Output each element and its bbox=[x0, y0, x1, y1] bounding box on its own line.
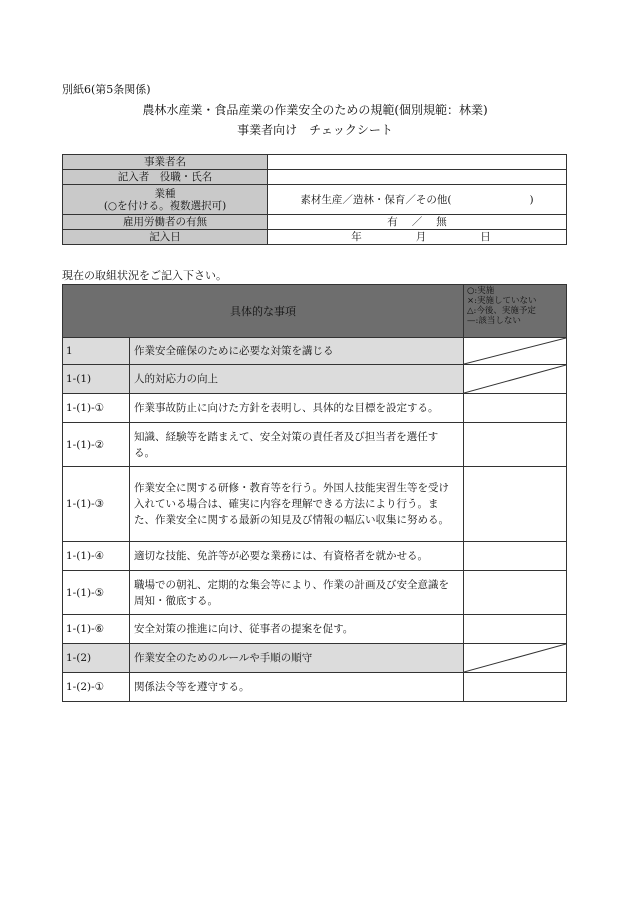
item-number: 1-(1)-④ bbox=[63, 542, 130, 571]
item-text: 職場での朝礼、定期的な集会等により、作業の計画及び安全意識を周知・徹底する。 bbox=[130, 571, 464, 615]
item-number: 1-(1)-⑤ bbox=[63, 571, 130, 615]
document-reference: 別紙6(第5条関係) bbox=[62, 83, 151, 96]
item-number: 1-(2)-① bbox=[63, 673, 130, 702]
industry-label-line1: 業種 bbox=[154, 187, 176, 200]
table-row bbox=[63, 467, 567, 542]
item-text: 知識、経験等を踏まえて、安全対策の責任者及び担当者を選任する。 bbox=[130, 423, 464, 467]
item-number: 1-(1)-③ bbox=[63, 467, 130, 542]
writer-field[interactable] bbox=[268, 170, 567, 185]
date-day: 日 bbox=[480, 231, 491, 243]
industry-label-line2: (○を付ける。複数選択可) bbox=[103, 199, 227, 212]
status-input-cell[interactable] bbox=[464, 615, 567, 644]
business-name-label: 事業者名 bbox=[63, 155, 268, 170]
industry-options[interactable]: 素材生産／造林・保育／その他( bbox=[300, 193, 452, 206]
table-row bbox=[63, 673, 567, 702]
legend-not-done: ×:実施していない bbox=[467, 296, 537, 306]
status-input-cell[interactable] bbox=[464, 571, 567, 615]
table-row bbox=[63, 542, 567, 571]
diagonal-line-icon bbox=[464, 365, 566, 393]
employees-no[interactable]: 無 bbox=[436, 216, 447, 228]
item-number: 1-(2) bbox=[63, 644, 130, 673]
legend-done: ○:実施 bbox=[467, 286, 495, 296]
status-input-cell[interactable] bbox=[464, 673, 567, 702]
date-label: 記入日 bbox=[63, 230, 268, 245]
legend-planned: △:今後、実施予定 bbox=[467, 306, 536, 316]
industry-label bbox=[63, 185, 268, 215]
employees-yes[interactable]: 有 bbox=[387, 216, 398, 228]
date-year: 年 bbox=[351, 231, 362, 243]
item-text: 安全対策の推進に向け、従事者の提案を促す。 bbox=[130, 615, 464, 644]
item-number: 1-(1)-① bbox=[63, 394, 130, 423]
status-input-cell[interactable] bbox=[464, 423, 567, 467]
date-field[interactable] bbox=[268, 230, 567, 245]
item-number: 1-(1)-⑥ bbox=[63, 615, 130, 644]
industry-close-paren: ) bbox=[529, 193, 534, 206]
status-input-cell[interactable] bbox=[464, 394, 567, 423]
business-name-field[interactable] bbox=[268, 155, 567, 170]
business-info-table bbox=[62, 154, 567, 245]
table-row bbox=[63, 615, 567, 644]
status-input-cell[interactable] bbox=[464, 542, 567, 571]
item-number: 1-(1)-② bbox=[63, 423, 130, 467]
table-row bbox=[63, 394, 567, 423]
legend-not-applicable: —:該当しない bbox=[467, 316, 521, 326]
status-cell-na bbox=[464, 338, 567, 365]
item-text: 作業事故防止に向けた方針を表明し、具体的な目標を設定する。 bbox=[130, 394, 464, 423]
legend-box bbox=[464, 285, 567, 338]
table-row bbox=[63, 423, 567, 467]
document-subtitle: 事業者向け チェックシート bbox=[237, 123, 393, 137]
table-row bbox=[63, 338, 567, 365]
document-title: 農林水産業・食品産業の作業安全のための規範(個別規範：林業) bbox=[142, 103, 488, 117]
item-text: 関係法令等を遵守する。 bbox=[130, 673, 464, 702]
diagonal-line-icon bbox=[464, 338, 566, 364]
employees-label: 雇用労働者の有無 bbox=[63, 215, 268, 230]
table-row bbox=[63, 644, 567, 673]
table-row bbox=[63, 365, 567, 394]
item-text: 作業安全確保のために必要な対策を講じる bbox=[130, 338, 464, 365]
status-cell-na bbox=[464, 644, 567, 673]
employees-separator: ／ bbox=[411, 216, 423, 228]
item-number: 1-(1) bbox=[63, 365, 130, 394]
status-cell-na bbox=[464, 365, 567, 394]
column-header-items: 具体的な事項 bbox=[63, 285, 464, 338]
instruction-text: 現在の取組状況をご記入下さい。 bbox=[62, 269, 227, 282]
status-input-cell[interactable] bbox=[464, 467, 567, 542]
checklist-table bbox=[62, 284, 567, 702]
table-row bbox=[63, 571, 567, 615]
item-text: 作業安全のためのルールや手順の順守 bbox=[130, 644, 464, 673]
item-number: 1 bbox=[63, 338, 130, 365]
item-text: 作業安全に関する研修・教育等を行う。外国人技能実習生等を受け入れている場合は、確実に内容を理解できる方法により行う。また、作業安全に関する最新の知見及び情報の幅広い収集に努める。 bbox=[130, 467, 464, 542]
employees-field[interactable] bbox=[268, 215, 567, 230]
item-text: 適切な技能、免許等が必要な業務には、有資格者を就かせる。 bbox=[130, 542, 464, 571]
diagonal-line-icon bbox=[464, 644, 566, 672]
industry-field[interactable] bbox=[268, 185, 567, 215]
writer-label: 記入者 役職・氏名 bbox=[63, 170, 268, 185]
item-text: 人的対応力の向上 bbox=[130, 365, 464, 394]
date-month: 月 bbox=[415, 231, 427, 243]
